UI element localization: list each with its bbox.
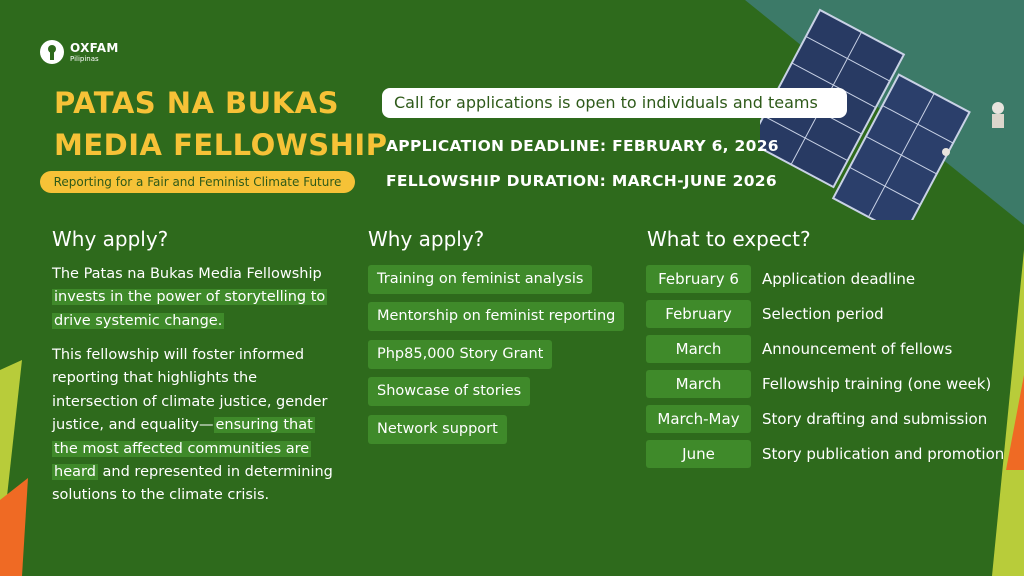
benefit-chip: Training on feminist analysis [368, 265, 592, 294]
timeline-event: Fellowship training (one week) [762, 375, 992, 393]
timeline-date: March [646, 335, 751, 363]
fellowship-title [54, 82, 387, 166]
why-apply-heading-1: Why apply? [52, 227, 169, 251]
benefit-chip: Showcase of stories [368, 377, 530, 406]
timeline-date: March-May [646, 405, 751, 433]
benefit-chip: Mentorship on feminist reporting [368, 302, 624, 331]
paragraph-line: intersection of climate justice, gender [52, 393, 328, 410]
paragraph-text: and represented in determining [97, 464, 333, 481]
logo-name: OXFAM [70, 40, 119, 55]
timeline-date: March [646, 370, 751, 398]
application-deadline: APPLICATION DEADLINE: FEBRUARY 6, 2026 [386, 137, 779, 155]
paragraph-text: justice, and equality— [52, 417, 214, 434]
paragraph-line: This fellowship will foster informed [52, 347, 305, 363]
paragraph-line: reporting that highlights the [52, 370, 258, 387]
oxfam-logo-icon [40, 40, 64, 64]
title-line-2: MEDIA FELLOWSHIP [54, 128, 388, 162]
worker-figure [992, 102, 1004, 114]
what-to-expect-heading: What to expect? [647, 227, 811, 251]
benefit-chip: Php85,000 Story Grant [368, 340, 552, 369]
highlight-text: invests in the power of storytelling to [54, 289, 326, 306]
timeline-date: February 6 [646, 265, 751, 293]
highlight-text: drive systemic change. [54, 312, 223, 329]
timeline-date: June [646, 440, 751, 468]
timeline-event: Story publication and promotion [762, 445, 1005, 463]
timeline-event: Announcement of fellows [762, 340, 953, 358]
timeline-event: Selection period [762, 305, 884, 323]
logo-subtitle: Pilipinas [70, 54, 99, 63]
call-for-applications-banner: Call for applications is open to individuals and teams [382, 88, 847, 118]
tagline-pill: Reporting for a Fair and Feminist Climate Future [40, 171, 355, 193]
intro-paragraph [52, 263, 352, 333]
timeline-event: Application deadline [762, 270, 916, 288]
timeline-date: February [646, 300, 751, 328]
benefit-chip: Network support [368, 415, 507, 444]
oxfam-logo [40, 40, 119, 64]
fellowship-paragraph [52, 344, 352, 508]
fellowship-duration: FELLOWSHIP DURATION: MARCH-JUNE 2026 [386, 172, 777, 190]
why-apply-heading-2: Why apply? [368, 227, 485, 251]
highlight-text: the most affected communities are [54, 440, 310, 457]
timeline-event: Story drafting and submission [762, 410, 988, 428]
highlight-text: heard [54, 464, 96, 481]
highlight-text: ensuring that [215, 417, 313, 434]
paragraph-line: solutions to the climate crisis. [52, 487, 270, 504]
intro-line: The Patas na Bukas Media Fellowship [52, 266, 322, 282]
title-line-1: PATAS NA BUKAS [54, 86, 340, 120]
